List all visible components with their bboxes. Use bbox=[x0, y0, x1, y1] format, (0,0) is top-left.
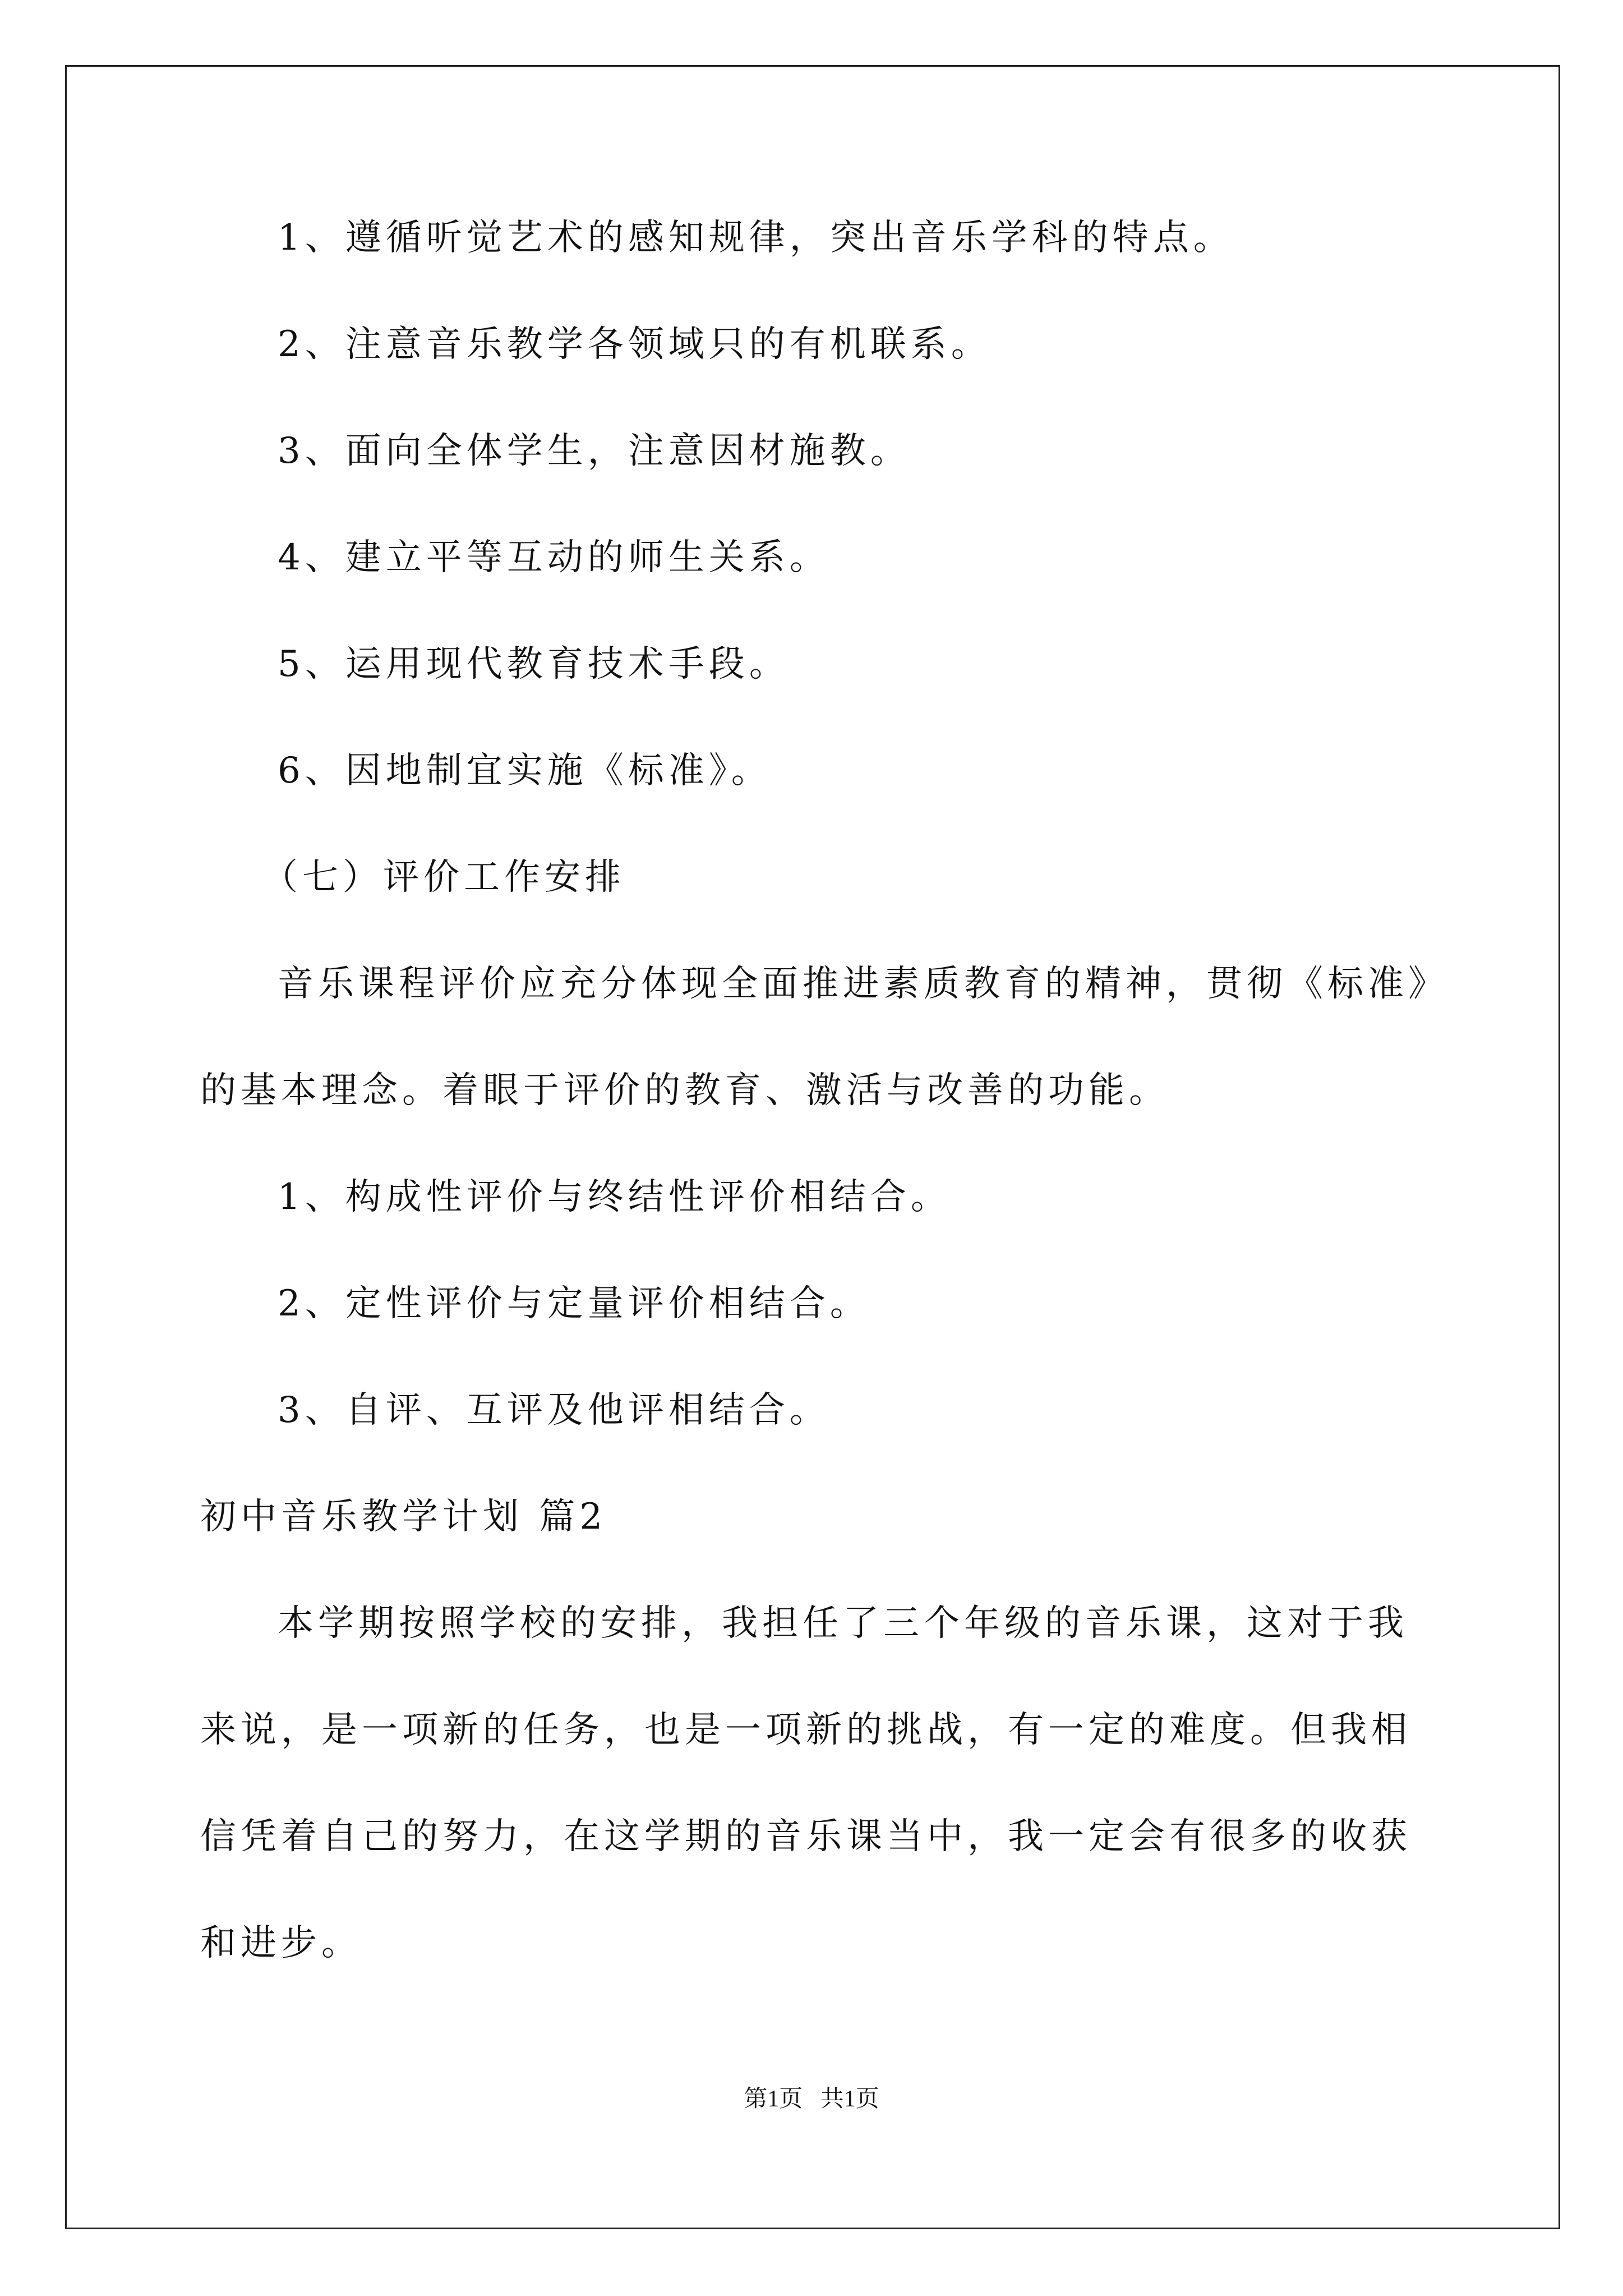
article-title: 初中音乐教学计划 篇2 bbox=[200, 1496, 607, 1538]
list-item: 2、定性评价与定量评价相结合。 bbox=[278, 1283, 870, 1324]
list-item: 1、构成性评价与终结性评价相结合。 bbox=[278, 1176, 951, 1218]
page-number-footer: 第1页 共1页 bbox=[744, 2086, 879, 2112]
section-heading: （七）评价工作安排 bbox=[262, 857, 625, 898]
paragraph-line: 来说，是一项新的任务，也是一项新的挑战，有一定的难度。但我相 bbox=[200, 1709, 1412, 1751]
list-item: 6、因地制宜实施《标准》。 bbox=[278, 750, 772, 792]
page-border bbox=[65, 65, 1560, 2229]
paragraph-line: 音乐课程评价应充分体现全面推进素质教育的精神，贯彻《标准》 bbox=[278, 963, 1449, 1005]
list-item: 5、运用现代教育技术手段。 bbox=[278, 643, 790, 685]
list-item: 1、遵循听觉艺术的感知规律，突出音乐学科的特点。 bbox=[278, 217, 1234, 259]
paragraph-line: 的基本理念。着眼于评价的教育、激活与改善的功能。 bbox=[200, 1070, 1169, 1111]
list-item: 3、自评、互评及他评相结合。 bbox=[278, 1389, 830, 1431]
paragraph-line: 信凭着自己的努力，在这学期的音乐课当中，我一定会有很多的收获 bbox=[200, 1816, 1412, 1857]
list-item: 2、注意音乐教学各领域只的有机联系。 bbox=[278, 324, 992, 365]
paragraph-line: 和进步。 bbox=[200, 1922, 362, 1964]
list-item: 3、面向全体学生，注意因材施教。 bbox=[278, 430, 911, 472]
list-item: 4、建立平等互动的师生关系。 bbox=[278, 537, 830, 578]
paragraph-line: 本学期按照学校的安排，我担任了三个年级的音乐课，这对于我 bbox=[278, 1603, 1408, 1644]
